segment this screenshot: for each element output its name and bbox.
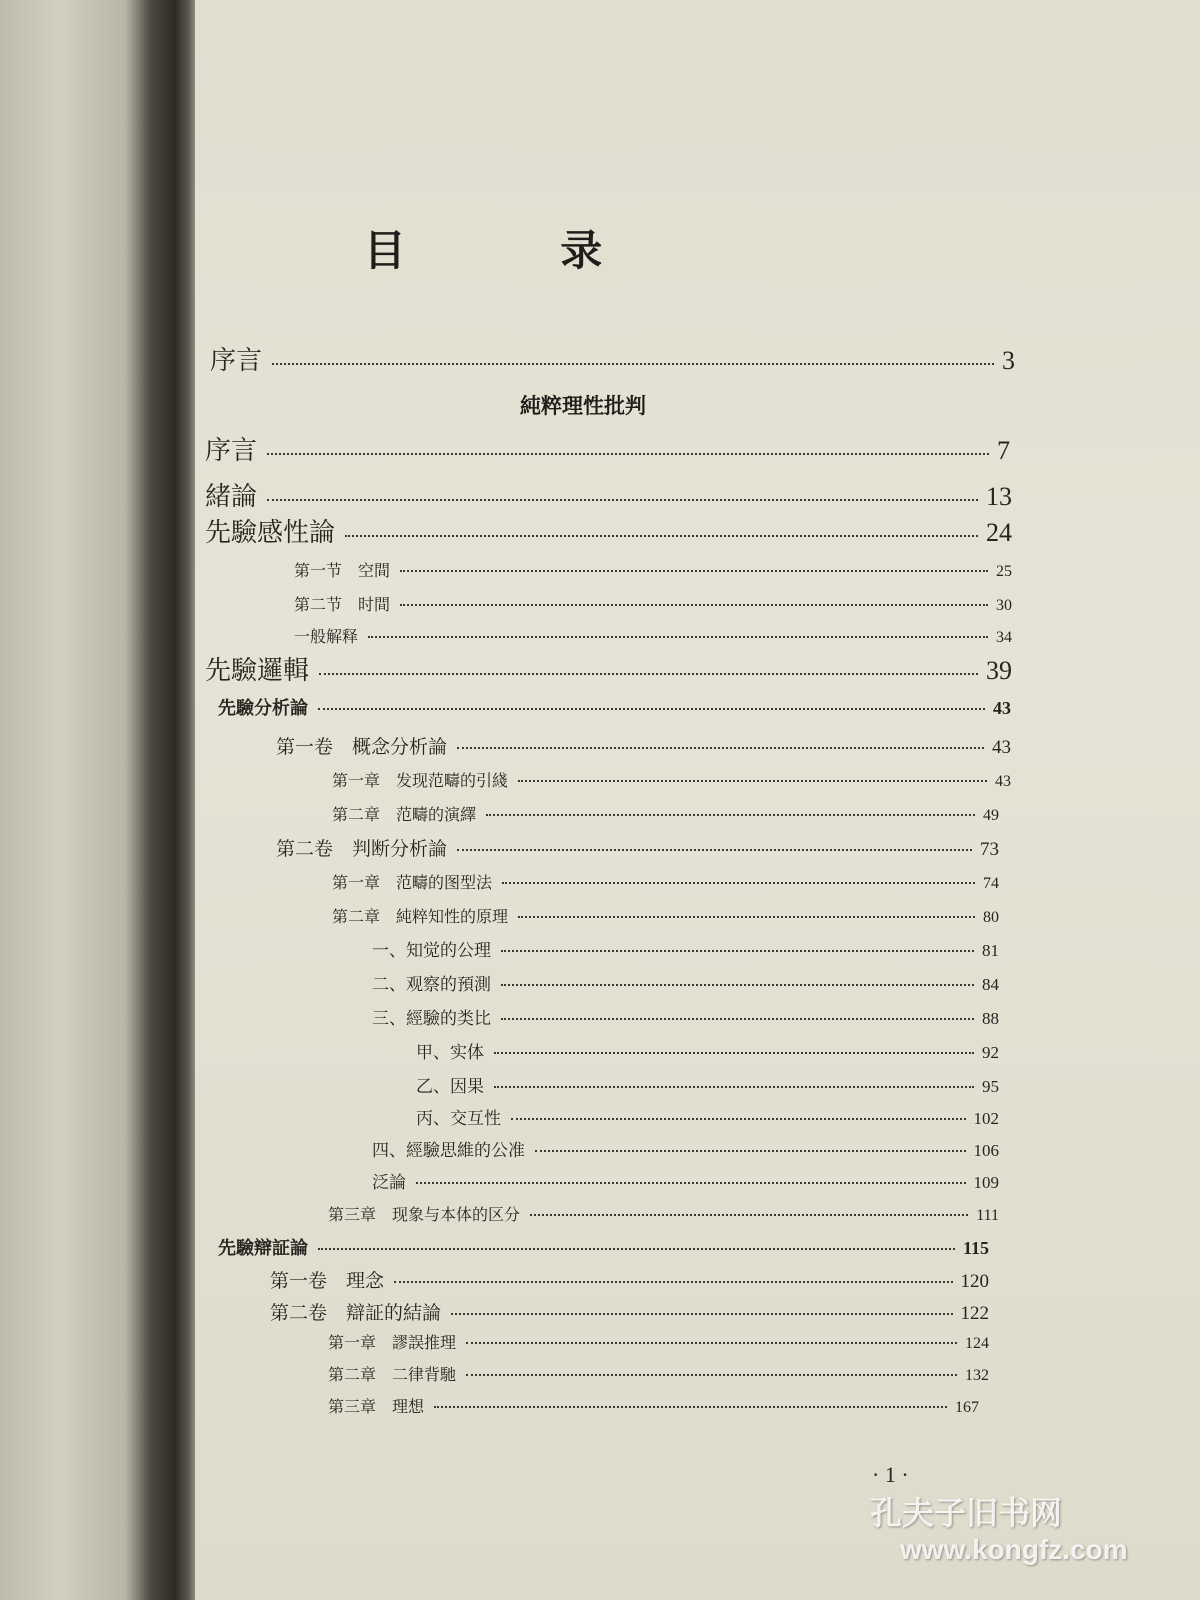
toc-entry [270,1298,989,1325]
toc-entry [332,802,999,825]
leader-dots [434,1406,947,1408]
leader-dots [501,950,974,952]
leader-dots [267,499,978,501]
toc-entry-title: 甲、实体 [416,1043,484,1063]
leader-dots [400,604,988,606]
leader-dots [501,1018,974,1020]
leader-dots [457,849,972,851]
toc-entry-page: 73 [980,839,999,860]
toc-entry [372,1004,999,1029]
toc-entry [332,870,999,893]
toc-entry-page: 81 [982,941,999,960]
toc-entry [416,1072,999,1097]
toc-entry [332,768,1011,791]
toc-entry-title: 丙、交互性 [416,1109,501,1129]
toc-entry-page: 25 [996,563,1012,580]
toc-entry [294,558,1012,581]
toc-entry [328,1330,989,1353]
toc-entry [328,1202,999,1225]
toc-entry-title: 一、知觉的公理 [372,941,491,961]
leader-dots [318,1248,955,1250]
toc-entry-title: 第二卷 判断分析論 [276,838,448,860]
toc-entry-title: 第二章 范疇的演繹 [332,805,477,824]
leader-dots [318,708,985,710]
watermark-url: www.kongfz.com [900,1534,1128,1565]
watermark-site-name: 孔夫子旧书网 [870,1494,1063,1532]
toc-entry-page: 106 [973,1141,999,1160]
page-title: 目 录 [363,226,673,275]
toc-entry-page: 124 [965,1335,989,1352]
toc-entry [372,1136,999,1161]
toc-entry-page: 24 [986,518,1012,547]
leader-dots [518,916,975,918]
toc-entry-title: 第二节 时間 [294,595,391,614]
toc-entry-page: 80 [983,909,999,926]
toc-entry-page: 43 [992,737,1011,758]
toc-entry [372,1168,999,1193]
leader-dots [466,1342,957,1344]
toc-entry-title: 第一章 謬誤推理 [328,1333,457,1352]
leader-dots [267,453,989,455]
toc-entry [416,1104,999,1129]
toc-entry-page: 120 [960,1271,989,1292]
toc-entry-title: 先驗邏輯 [205,656,310,686]
toc-entry [328,1394,979,1417]
toc-entry-page: 34 [996,629,1012,646]
toc-entry-page: 43 [993,698,1011,718]
leader-dots [494,1052,974,1054]
toc-entry-title: 第三章 现象与本体的区分 [328,1205,521,1224]
toc-entry-page: 7 [997,436,1010,465]
toc-entry [270,1266,989,1293]
toc-entry [205,650,1012,687]
toc-entry [372,970,999,995]
leader-dots [486,814,975,816]
toc-entry [205,430,1010,467]
leader-dots [466,1374,957,1376]
toc-entry-title: 一般解释 [294,627,359,646]
toc-entry-page: 92 [982,1043,999,1062]
leader-dots [502,882,975,884]
toc-entry-title: 先驗辯証論 [218,1238,308,1259]
toc-entry-title: 第一节 空間 [294,561,391,580]
section-title: 純粹理性批判 [520,394,646,418]
leader-dots [494,1086,974,1088]
toc-entry-title: 泛論 [372,1173,406,1193]
toc-entry-title: 第一卷 理念 [270,1270,385,1292]
toc-entry-page: 102 [973,1109,999,1128]
toc-entry [416,1038,999,1063]
toc-entry [294,592,1012,615]
toc-entry-title: 第一章 范疇的图型法 [332,873,493,892]
toc-entry-page: 74 [983,875,999,892]
leader-dots [530,1214,968,1216]
toc-entry [276,834,999,861]
leader-dots [368,636,988,638]
toc-entry [372,936,999,961]
toc-entry-title: 第一卷 概念分析論 [276,736,448,758]
toc-entry-title: 第二卷 辯証的結論 [270,1302,442,1324]
toc-entry-page: 109 [973,1173,999,1192]
toc-entry [218,1234,989,1260]
toc-entry-page: 132 [965,1367,989,1384]
toc-entry-title: 乙、因果 [416,1077,484,1097]
toc-entry-title: 先驗感性論 [205,518,336,548]
leader-dots [400,570,988,572]
toc-entry-page: 111 [976,1207,999,1224]
leader-dots [272,363,994,365]
toc-entry-title: 第三章 理想 [328,1397,425,1416]
toc-entry-page: 30 [996,597,1012,614]
toc-entry-page: 88 [982,1009,999,1028]
toc-entry-page: 122 [960,1303,989,1324]
leader-dots [319,673,978,675]
leader-dots [416,1182,966,1184]
toc-entry-title: 第二章 純粹知性的原理 [332,907,509,926]
toc-entry [332,904,999,927]
toc-entry-page: 95 [982,1077,999,1096]
toc-entry-title: 序言 [205,436,258,466]
leader-dots [451,1313,952,1315]
page-number: · 1 · [872,1462,909,1487]
toc-entry-page: 49 [983,807,999,824]
leader-dots [501,984,974,986]
toc-entry-title: 序言 [210,346,263,376]
toc-entry-title: 第二章 二律背馳 [328,1365,457,1384]
leader-dots [518,780,987,782]
leader-dots [345,535,978,537]
toc-entry-page: 43 [995,773,1011,790]
toc-entry [205,512,1012,549]
leader-dots [394,1281,952,1283]
toc-entry [328,1362,989,1385]
toc-entry [210,340,1015,377]
toc-entry-page: 115 [962,1238,989,1258]
toc-entry-title: 四、經驗思維的公准 [372,1141,525,1161]
toc-entry-title: 三、經驗的类比 [372,1009,491,1029]
toc-entry-page: 3 [1002,346,1015,375]
leader-dots [457,747,984,749]
leader-dots [511,1118,966,1120]
toc-entry [294,624,1012,647]
toc-entry-page: 39 [986,656,1012,685]
toc-entry-title: 二、观察的預測 [372,975,491,995]
toc-entry-title: 第一章 发现范疇的引綫 [332,771,509,790]
toc-entry-title: 緒論 [205,482,258,512]
toc-entry [276,732,1011,759]
toc-entry [218,694,1011,720]
toc-entry [205,476,1012,513]
toc-entry-page: 84 [982,975,999,994]
leader-dots [535,1150,966,1152]
toc-entry-page: 167 [955,1399,979,1416]
toc-entry-page: 13 [986,482,1012,511]
toc-entry-title: 先驗分析論 [218,698,308,719]
